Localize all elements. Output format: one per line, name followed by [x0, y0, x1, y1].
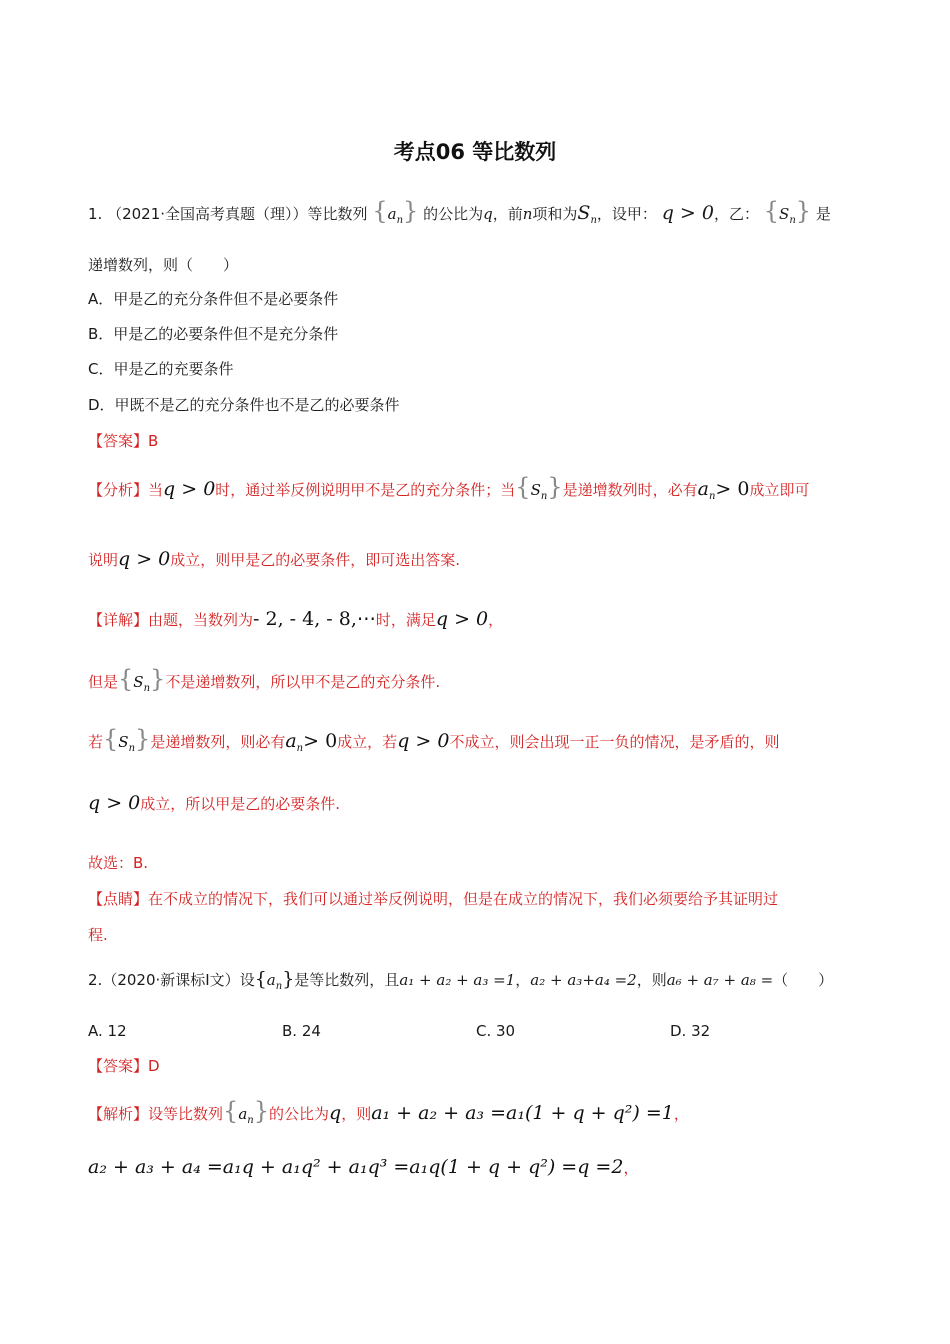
q1-detail-line2: 但是$\{S_n\}$不是递增数列，所以甲不是乙的充分条件.: [88, 665, 441, 694]
page-title: 考点06 等比数列: [393, 140, 557, 164]
q1-option-c: C．甲是乙的充要条件: [88, 360, 234, 378]
q2-answer: 【答案】D: [88, 1057, 160, 1075]
q1-analysis-line1: 【分析】当q > 0时，通过举反例说明甲不是乙的充分条件；当$\{S_n\}$是递增数列时，必有$a_n> 0$成立即可: [88, 473, 810, 502]
q1-option-d: D．甲既不是乙的充分条件也不是乙的必要条件: [88, 396, 400, 414]
q1-option-a: A．甲是乙的充分条件但不是必要条件: [88, 290, 339, 308]
q1-tip-line1: 【点睛】在不成立的情况下，我们可以通过举反例说明，但是在成立的情况下，我们必须要给予其证明过: [88, 890, 779, 908]
q1-stem-line2: 递增数列，则（ ）: [88, 256, 239, 274]
q1-detail-line3: 若$\{S_n\}$是递增数列，则必有$a_n> 0$成立，若q > 0不成立，则会出现一正一负的情况，是矛盾的，则: [88, 725, 780, 754]
q2-option-a: A. 12: [88, 1022, 127, 1040]
q1-number: 1.: [88, 205, 103, 223]
q1-detail-line4: q > 0成立，所以甲是乙的必要条件.: [88, 792, 341, 814]
q2-solution-line1: 【解析】设等比数列$\{a_n\}$的公比为q，则a₁ + a₂ + a₃ =a₁(1 + q + q²) =1，: [88, 1097, 689, 1126]
q2-stem: 2.（2020·新课标Ⅰ文）设$\{a_n\}$是等比数列，且a₁ + a₂ + a₃ =1，a₂ + a₃+a₄ =2，则a₆ + a₇ + a₈ =（ ）: [88, 968, 834, 992]
q2-option-c: C. 30: [476, 1022, 516, 1040]
q1-choose: 故选：B.: [88, 854, 149, 872]
q1-answer: 【答案】B: [88, 432, 159, 450]
q1-stem-line1: 1. （2021·全国高考真题（理））等比数列 $\{a_n\}$ 的公比为q，前n项和为$S_n$，设甲： q > 0，乙： $\{S_n\}$ 是: [88, 197, 831, 226]
q2-number: 2.: [88, 971, 103, 989]
q2-option-b: B. 24: [282, 1022, 321, 1040]
q2-solution-line2: a₂ + a₃ + a₄ =a₁q + a₁q² + a₁q³ =a₁q(1 + q + q²) =q =2，: [88, 1156, 639, 1178]
q1-analysis-line2: 说明q > 0成立，则甲是乙的必要条件，即可选出答案.: [88, 548, 461, 570]
q2-option-d: D. 32: [670, 1022, 711, 1040]
q1-detail-line1: 【详解】由题，当数列为- 2, - 4, - 8,⋯时，满足q > 0，: [88, 608, 504, 630]
q1-tip-line2: 程.: [88, 926, 108, 944]
q1-option-b: B．甲是乙的必要条件但不是充分条件: [88, 325, 339, 343]
